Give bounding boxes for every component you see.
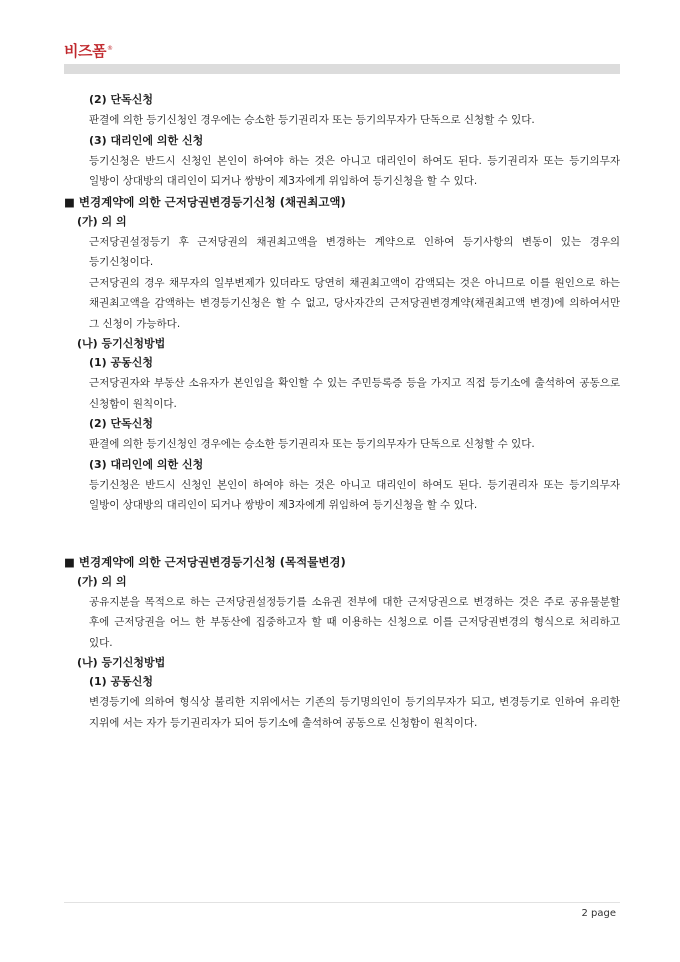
paragraph: 등기신청은 반드시 신청인 본인이 하여야 하는 것은 아니고 대리인이 하여도 된다. 등기권리자 또는 등기의무자 일방이 상대방의 대리인이 되거나 쌍방이 제3자에게 위임하여 등기신청을 할 수 있다. xyxy=(89,154,620,187)
paragraph: 판결에 의한 등기신청인 경우에는 승소한 등기권리자 또는 등기의무자가 단독으로 신청할 수 있다. xyxy=(89,438,535,450)
section-heading: ■ 변경계약에 의한 근저당권변경등기신청 (목적물변경) xyxy=(64,554,346,569)
paragraph: 근저당권설정등기 후 근저당권의 채권최고액을 변경하는 계약으로 인하여 등기사항의 변동이 있는 경우의 등기신청이다. xyxy=(89,235,620,268)
paragraph: 근저당권의 경우 채무자의 일부변제가 있더라도 당연히 채권최고액이 감액되는 것은 아니므로 이를 원인으로 하는 채권최고액을 감액하는 변경등기신청은 할 수 없고, 당사자간의 근저당권변경계약(채권최고액 변경)에 의하여서만 그 신청이 가능하다. xyxy=(89,276,620,330)
page-number-value: 2 xyxy=(581,908,588,919)
item-heading: (2) 단독신청 xyxy=(89,93,154,106)
section-spacer xyxy=(64,516,620,552)
document-body xyxy=(64,90,620,733)
page-number xyxy=(581,908,616,919)
registered-mark: ® xyxy=(106,45,113,52)
paragraph: 등기신청은 반드시 신청인 본인이 하여야 하는 것은 아니고 대리인이 하여도 된다. 등기권리자 또는 등기의무자 일방이 상대방의 대리인이 되거나 쌍방이 제3자에게 위임하여 등기신청을 할 수 있다. xyxy=(89,478,620,511)
item-heading: (3) 대리인에 의한 신청 xyxy=(89,133,204,147)
subsection-heading: (나) 등기신청방법 xyxy=(77,337,166,350)
item-heading: (2) 단독신청 xyxy=(89,417,154,430)
logo-text: 비즈폼 xyxy=(64,42,106,60)
bizform-logo xyxy=(64,40,112,61)
paragraph: 공유지분을 목적으로 하는 근저당권설정등기를 소유권 전부에 대한 근저당권으로 변경하는 것은 주로 공유물분할 후에 근저당권을 어느 한 부동산에 집중하고자 할 때 이용하는 신청으로 이를 근저당권변경의 형식으로 처리하고 있다. xyxy=(89,595,620,649)
paragraph: 근저당권자와 부동산 소유자가 본인임을 확인할 수 있는 주민등록증 등을 가지고 직접 등기소에 출석하여 공동으로 신청함이 원칙이다. xyxy=(89,377,620,410)
item-heading: (1) 공동신청 xyxy=(89,675,154,688)
paragraph: 판결에 의한 등기신청인 경우에는 승소한 등기권리자 또는 등기의무자가 단독으로 신청할 수 있다. xyxy=(89,114,535,126)
item-heading: (1) 공동신청 xyxy=(89,356,154,369)
item-heading: (3) 대리인에 의한 신청 xyxy=(89,457,204,471)
header-bar xyxy=(64,64,620,74)
page-number-label: page xyxy=(591,908,616,919)
subsection-heading: (가) 의 의 xyxy=(77,574,127,588)
section-heading: ■ 변경계약에 의한 근저당권변경등기신청 (채권최고액) xyxy=(64,194,346,209)
subsection-heading: (가) 의 의 xyxy=(77,214,127,228)
footer-divider xyxy=(64,902,620,903)
paragraph: 변경등기에 의하여 형식상 불리한 지위에서는 기존의 등기명의인이 등기의무자가 되고, 변경등기로 인하여 유리한 지위에 서는 자가 등기권리자가 되어 등기소에 출석하여 공동으로 신청함이 원칙이다. xyxy=(89,696,620,729)
subsection-heading: (나) 등기신청방법 xyxy=(77,656,166,669)
